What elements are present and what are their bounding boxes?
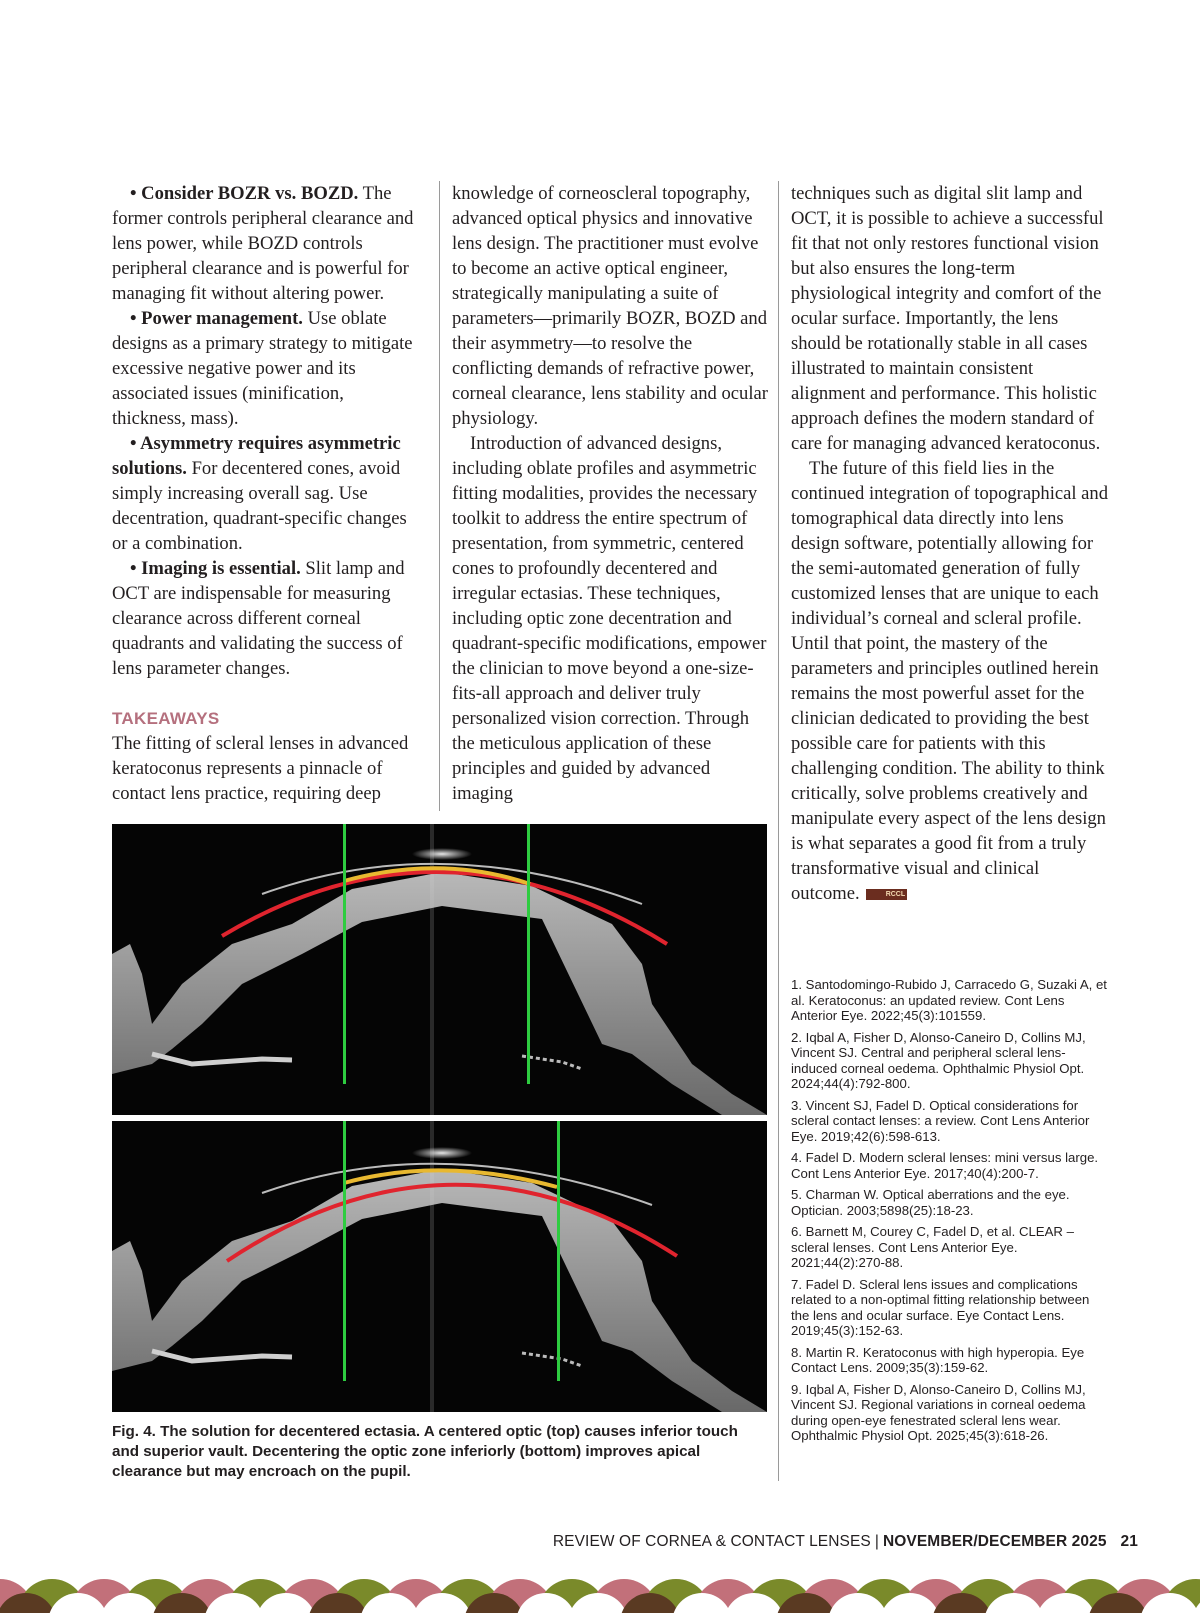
oct-scan-bottom bbox=[112, 1121, 767, 1412]
column-3-paragraph-2-text: The future of this field lies in the continued integration of topographical and tomographical data directly into lens design software, potentially allowing for the semi-automated generation of fully customized lenses that are unique to each individual’s corneal and scleral profile. Until that point, the mastery of the parameters and principles outlined herein remains the most powerful asset for the clinician dedicated to providing the best possible care for patients with this challenging condition. The ability to think critically, solve problems creatively and manipulate every aspect of the lens design is what separates a good fit from a truly transformative visual and clinical outcome. bbox=[791, 458, 1109, 904]
bullet-imaging bbox=[112, 556, 422, 681]
scallop-pattern bbox=[0, 1568, 1200, 1613]
oct-image-top bbox=[112, 824, 767, 1115]
column-divider-1 bbox=[439, 181, 440, 811]
reference-item: 4. Fadel D. Modern scleral lenses: mini versus large. Cont Lens Anterior Eye. 2017;40(4):200-7. bbox=[791, 1150, 1099, 1181]
bullet-asymmetry bbox=[112, 431, 422, 556]
figure-4 bbox=[112, 824, 767, 1482]
end-mark-logo: RCCL bbox=[866, 889, 907, 900]
bullet-asymmetry-text: For decentered cones, avoid simply increasing overall sag. Use decentration, quadrant-specific changes or a combination. bbox=[112, 458, 407, 554]
bullet-imaging-text: Slit lamp and OCT are indispensable for measuring clearance across different corneal quadrants and validating the success of lens parameter changes. bbox=[112, 558, 405, 679]
oct-scan-top bbox=[112, 824, 767, 1115]
takeaways-paragraph: The fitting of scleral lenses in advanced keratoconus represents a pinnacle of contact lens practice, requiring deep bbox=[112, 733, 409, 804]
reference-item: 3. Vincent SJ, Fadel D. Optical considerations for scleral contact lenses: a review. Cont Lens Anterior Eye. 2019;42(6):598-613. bbox=[791, 1097, 1090, 1144]
optic-zone-marker-left-top bbox=[343, 824, 346, 1084]
optic-zone-marker-left-bottom bbox=[343, 1121, 346, 1381]
oct-image-bottom bbox=[112, 1121, 767, 1412]
bullet-asymmetry-heading: • Asymmetry requires asymmetric solutions. bbox=[112, 433, 401, 479]
takeaways-heading: TAKEAWAYS bbox=[112, 709, 220, 728]
column-1 bbox=[112, 181, 422, 806]
column-2-paragraph-2: Introduction of advanced designs, including oblate profiles and asymmetric fitting modalities, provides the necessary toolkit to address the entire spectrum of presentation, from symmetric, centered cones to profoundly decentered and irregular ectasias. These techniques, including optic zone decentration and quadrant-specific modifications, empower the clinician to move beyond a one-size-fits-all approach and deliver truly personalized vision correction. Through the meticulous application of these principles and guided by advanced imaging bbox=[452, 433, 767, 804]
bullet-imaging-heading: • Imaging is essential. bbox=[130, 558, 301, 579]
page-footer bbox=[553, 1533, 1138, 1551]
optic-zone-marker-right-top bbox=[527, 824, 530, 1084]
reference-item: 7. Fadel D. Scleral lens issues and complications related to a non-optimal fitting relationship between the lens and ocular surface. Eye Contact Lens. 2019;45(3):152-63. bbox=[791, 1276, 1090, 1338]
bullet-bozr-bozd bbox=[112, 181, 422, 306]
page-number: 21 bbox=[1120, 1533, 1138, 1550]
reference-item: 6. Barnett M, Courey C, Fadel D, et al. CLEAR – scleral lenses. Cont Lens Anterior Eye. 2021;44(2):270-88. bbox=[791, 1224, 1074, 1270]
optic-zone-marker-right-bottom bbox=[557, 1121, 560, 1381]
bullet-power-management bbox=[112, 306, 422, 431]
bullet-power-management-heading: • Power management. bbox=[130, 308, 303, 329]
issue-date: NOVEMBER/DECEMBER 2025 bbox=[882, 1533, 1107, 1550]
reference-item: 1. Santodomingo-Rubido J, Carracedo G, Suzaki A, et al. Keratoconus: an updated review. Cont Lens Anterior Eye. 2022;45(3):101559. bbox=[791, 977, 1107, 1023]
bullet-power-management-text: Use oblate designs as a primary strategy to mitigate excessive negative power and its associated issues (minification, thickness, mass). bbox=[112, 308, 413, 429]
column-2 bbox=[452, 181, 770, 806]
decorative-border bbox=[0, 1568, 1200, 1613]
bullet-bozr-bozd-heading: • Consider BOZR vs. BOZD. bbox=[130, 183, 359, 204]
bullet-bozr-bozd-text: The former controls peripheral clearance and lens power, while BOZD controls peripheral clearance and is powerful for managing fit without altering power. bbox=[112, 183, 414, 304]
figure-caption: Fig. 4. The solution for decentered ectasia. A centered optic (top) causes inferior touch and superior vault. Decentering the optic zone inferiorly (bottom) improves apical clearance but may encroach on the pupil. bbox=[112, 1423, 738, 1480]
column-3-paragraph-2 bbox=[791, 456, 1109, 906]
publication-name: REVIEW OF CORNEA & CONTACT LENSES bbox=[552, 1533, 871, 1550]
column-3 bbox=[791, 181, 1109, 906]
column-divider-2 bbox=[778, 181, 779, 1481]
reference-item: 8. Martin R. Keratoconus with high hyperopia. Eye Contact Lens. 2009;35(3):159-62. bbox=[791, 1344, 1085, 1375]
column-2-paragraph-1: knowledge of corneoscleral topography, advanced optical physics and innovative lens design. The practitioner must evolve to become an active optical engineer, strategically manipulating a suite of parameters—primarily BOZR, BOZD and their asymmetry—to resolve the conflicting demands of refractive power, corneal clearance, lens stability and ocular physiology. bbox=[452, 183, 768, 429]
column-3-paragraph-1: techniques such as digital slit lamp and OCT, it is possible to achieve a successful fit that not only restores functional vision but also ensures the long-term physiological integrity and comfort of the ocular surface. Importantly, the lens should be rotationally stable in all cases illustrated to maintain consistent alignment and performance. This holistic approach defines the modern standard of care for managing advanced keratoconus. bbox=[791, 183, 1104, 454]
reference-item: 5. Charman W. Optical aberrations and the eye. Optician. 2003;5898(25):18-23. bbox=[791, 1187, 1070, 1218]
reference-item: 9. Iqbal A, Fisher D, Alonso-Caneiro D, Collins MJ, Vincent SJ. Regional variations in corneal oedema during open-eye fenestrated scleral lens wear. Ophthalmic Physiol Opt. 2025;45(3):618-26. bbox=[791, 1381, 1086, 1443]
references-list bbox=[791, 977, 1109, 1450]
footer-separator: | bbox=[874, 1533, 879, 1550]
reference-item: 2. Iqbal A, Fisher D, Alonso-Caneiro D, Collins MJ, Vincent SJ. Central and peripheral scleral lens-induced corneal oedema. Ophthalmic Physiol Opt. 2024;44(4):792-800. bbox=[791, 1029, 1086, 1091]
